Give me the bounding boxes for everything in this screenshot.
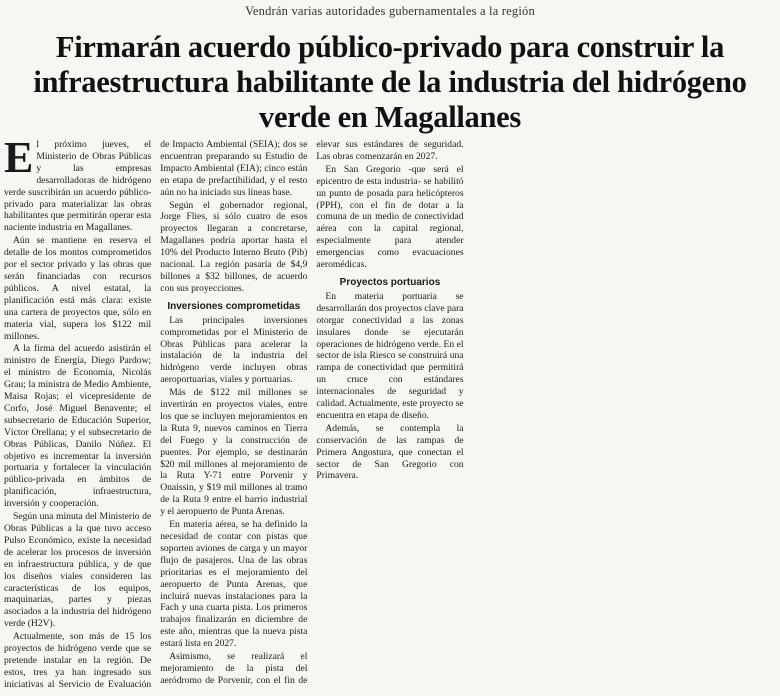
article-headline: Firmarán acuerdo público-privado para construir la infraestructura habilitante de la industria del hidrógeno verde en Magallanes	[33, 30, 747, 134]
article-paragraph: Además, se contempla la conservación de las rampas de Primera Angostura, que conectan el sector de San Gregorio con Primavera.	[316, 422, 464, 482]
article-paragraph: Aún se mantiene en reserva el detalle de los montos comprometidos por el sector privado y las obras que serán financiadas con recursos públicos. A nivel estatal, la planificación está más clara: existe una cartera de proyectos que, sólo en materia vial, supera los $122 mil millones.	[4, 235, 152, 342]
section-subheading: Proyectos portuarios	[339, 276, 441, 288]
article-paragraph	[4, 133, 152, 234]
paragraph-text: l próximo jueves, el Ministerio de Obras Públicas y las empresas desarrolladoras de hidrógeno verde suscribirán un acuerdo público-privado para materializar las obras habilitantes que permitirán operar esta naciente industria en Magallanes.	[4, 139, 152, 234]
section-subheading: Inversiones comprometidas	[167, 300, 301, 312]
article-paragraph: En materia aérea, se ha definido la necesidad de contar con pistas que soporten aviones de carga y un mayor flujo de pasajeros. Una de las obras prioritarias es el mejoramiento del aeropuerto de Punta Arenas, que incluirá nuevas instalaciones para la Fach y una cuarta pista. Los primeros trabajos finalizarán en diciembre de este año, mientras que la nueva pista estará lista en 2027.	[160, 519, 308, 650]
article-paragraph: Según una minuta del Ministerio de Obras Públicas a la que tuvo acceso Pulso Económico, existe la necesidad de acelerar los procesos de inversión en infraestructura pública, y de que los diseños viales consideren las características de los equipos, maquinarias, partes y piezas asociados a la industria del hidrógeno verde (H2V).	[4, 511, 152, 630]
article-paragraph: Según el gobernador regional, Jorge Flies, si sólo cuatro de esos proyectos llegaran a concretarse, Magallanes podría aportar hasta el 10% del Producto Interno Bruto (Pib) nacional. La región pasaría de $4,9 billones a $32 billones, de acuerdo con sus proyecciones.	[160, 199, 308, 294]
article-paragraph: Actualmente, son más de 15 los proyectos de hidrógeno verde que se pretende instalar en la región. De estos, tres ya han ingresado sus iniciativas al Servicio de Evaluación de Impacto Ambiental (SEIA); dos se encuentran preparando su Estudio de Impacto Ambiental (EIA); cinco están en etapa de prefactibilidad, y el resto aún no ha iniciado sus líneas base.	[4, 139, 308, 690]
article-paragraph: Asimismo, se realizará el mejoramiento de la pista del aeródromo de Porvenir, con el fin de elevar sus estándares de seguridad. Las obras comenzarán en 2027.	[160, 139, 464, 686]
article-paragraph: En materia portuaria se desarrollarán dos proyectos clave para otorgar conectividad a las zonas insulares donde se ejecutarán operaciones de hidrógeno verde. En el sector de isla Riesco se construirá una rampa de conectividad que permitirá un cruce con estándares internacionales de seguridad y calidad. Actualmente, este proyecto se encuentra en etapa de diseño.	[316, 290, 464, 421]
article-kicker: Vendrán varias autoridades gubernamentales a la región	[245, 4, 535, 18]
article-paragraph: Las principales inversiones comprometidas por el Ministerio de Obras Públicas para acelerar la instalación de la industria del hidrógeno verde incluyen obras aeroportuarias, viales y portuarias.	[160, 314, 308, 386]
article-body	[4, 133, 776, 695]
article-paragraph: Más de $122 mil millones se invertirán en proyectos viales, entre los que se incluyen mejoramientos en la Ruta 9, nuevos caminos en Tierra del Fuego y la construcción de puentes. Por ejemplo, se destinarán $20 mil millones al mejoramiento de la Ruta Y-71 entre Porvenir y Onaissin, y $19 mil millones al tramo de la Ruta 9 entre el barrio industrial y el aeropuerto de Punta Arenas.	[160, 387, 308, 518]
drop-cap: E	[4, 133, 34, 182]
article-paragraph: En San Gregorio -que será el epicentro de esta industria- se habilitó un punto de posada para helicópteros (PPH), con el fin de dotar a la comuna de un medio de conectividad aérea con la capital regional, especialmente para atender emergencias como evacuaciones aeromédicas.	[316, 163, 464, 271]
article-paragraph: A la firma del acuerdo asistirán el ministro de Energía, Diego Pardow; el ministro de Economía, Nicolás Grau; la ministra de Medio Ambiente, Maisa Rojas; el vicepresidente de Corfo, José Miguel Benavente; el subsecretario de Educación Superior, Víctor Orellana; y el subsecretario de Obras Públicas, Danilo Núñez. El objetivo es incrementar la inversión portuaria y fortalecer la vinculación público-privada en ámbitos de planificación, infraestructura, inversión y cooperación.	[4, 343, 152, 510]
